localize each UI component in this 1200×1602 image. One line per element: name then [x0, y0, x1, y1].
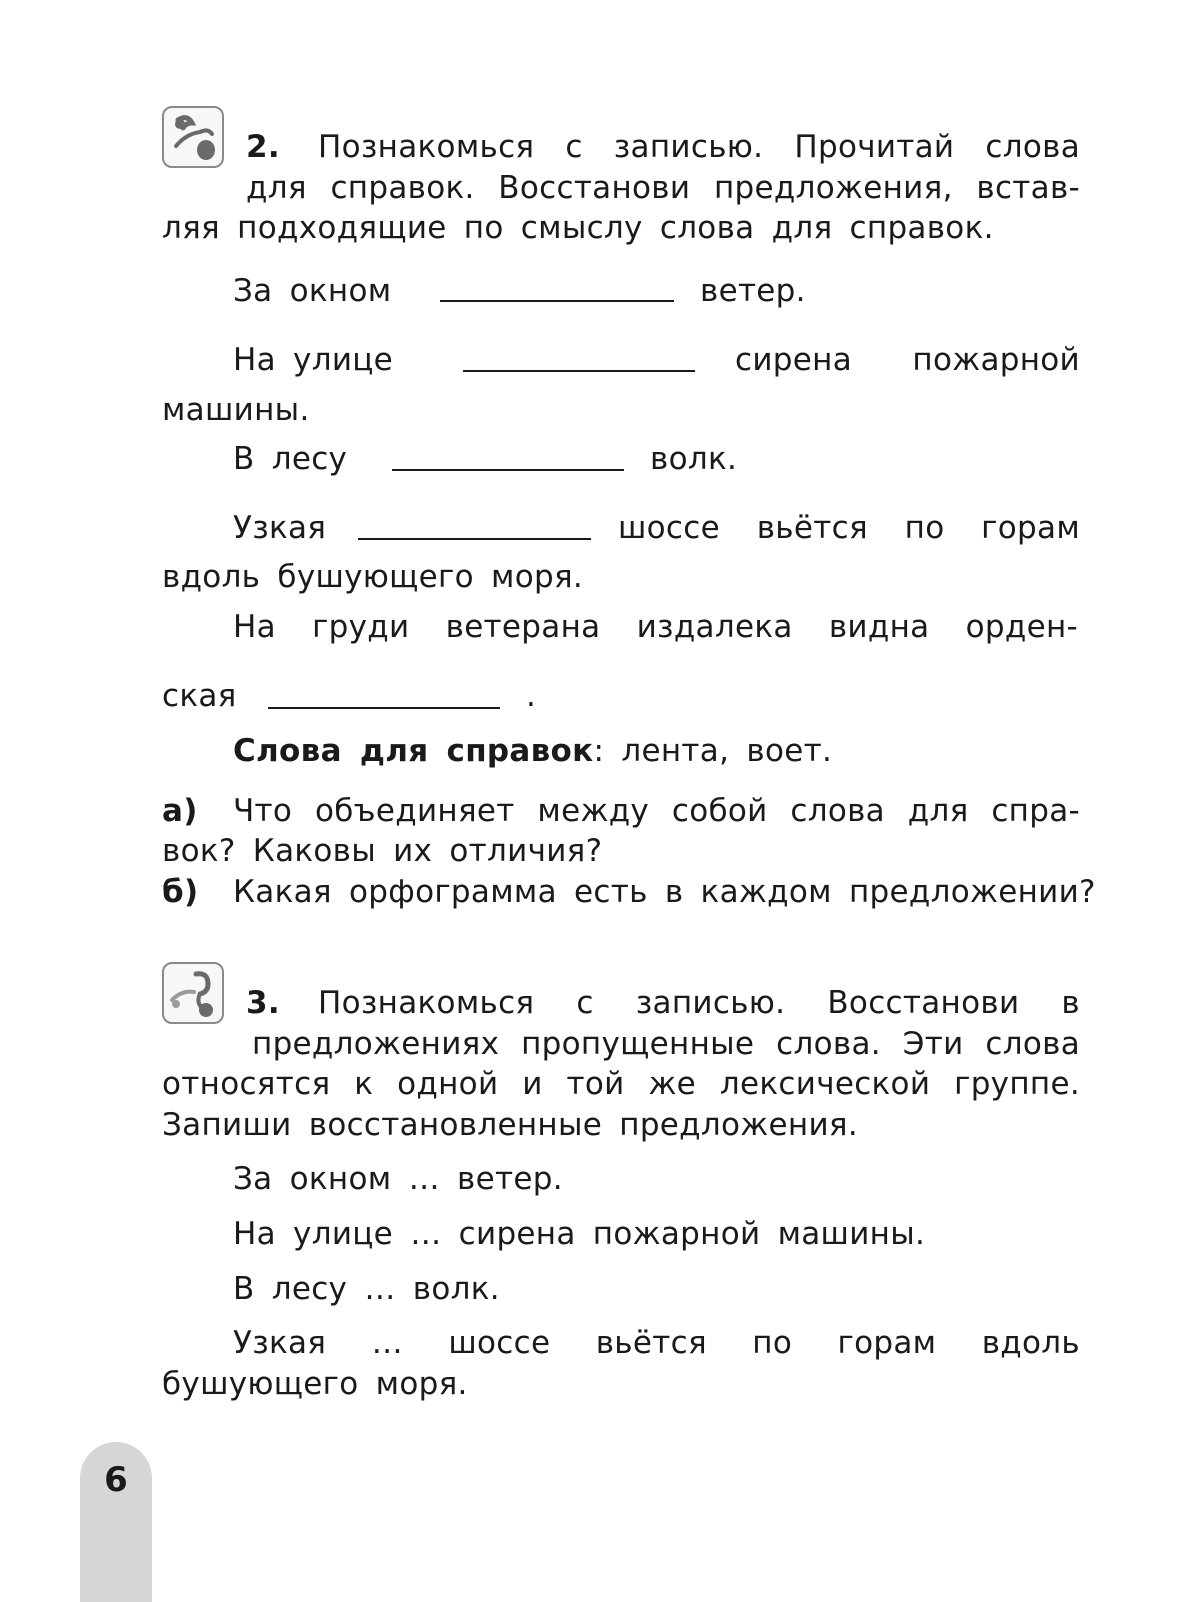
task-2-number: 2. — [246, 129, 280, 165]
sentence-5-blank[interactable] — [268, 707, 500, 709]
reference-label: Слова для справок — [233, 733, 594, 769]
sentence-1-end: ветер. — [700, 273, 806, 309]
task-2-intro-line-3: ляя подходящие по смыслу слова для справок. — [162, 210, 994, 246]
sentence-1-start: За окном — [233, 273, 392, 309]
reference-words — [233, 731, 832, 771]
sentence-5-end: . — [526, 678, 537, 714]
task-3-intro-line-3: относятся к одной и той же лексической группе. — [162, 1066, 1080, 1102]
task-3-number: 3. — [246, 985, 280, 1021]
sentence-4-continuation: вдоль бушующего моря. — [162, 559, 584, 595]
task-3-intro-line-1: Познакомься с записью. Восстанови в — [318, 985, 1080, 1021]
pen-write-icon — [162, 106, 224, 168]
sentence-4-blank[interactable] — [358, 538, 591, 540]
sentence-3-end: волк. — [650, 441, 738, 477]
task-3-sentence-3: В лесу … волк. — [233, 1271, 500, 1307]
question-a-line-1: Что объединяет между собой слова для спра- — [233, 793, 1080, 829]
task-3-sentence-1: За окном … ветер. — [233, 1161, 563, 1197]
sentence-4-start: Узкая — [233, 510, 327, 546]
task-2-intro-line-1: Познакомься с записью. Прочитай слова — [318, 129, 1080, 165]
listen-write-icon — [162, 962, 224, 1024]
sentence-2-blank[interactable] — [463, 370, 695, 372]
task-2-intro-line-2: для справок. Восстанови предложения, встав- — [246, 170, 1080, 206]
task-3-sentence-4-line-1: Узкая … шоссе вьётся по горам вдоль — [233, 1325, 1080, 1361]
question-a-line-2: вок? Каковы их отличия? — [162, 833, 603, 869]
question-b-marker: б) — [162, 874, 199, 910]
question-b-line-1: Какая орфограмма есть в каждом предложении? — [233, 874, 1096, 910]
task-3-intro-line-4: Запиши восстановленные предложения. — [162, 1107, 859, 1143]
sentence-3-blank[interactable] — [392, 469, 624, 471]
task-3-intro-line-2: предложениях пропущенные слова. Эти слова — [252, 1026, 1080, 1062]
sentence-3-start: В лесу — [233, 441, 348, 477]
sentence-2-continuation: машины. — [162, 392, 310, 428]
sentence-2-start: На улице — [233, 342, 394, 378]
task-3-sentence-4-line-2: бушующего моря. — [162, 1366, 468, 1402]
sentence-4-end: шоссе вьётся по горам — [618, 510, 1080, 546]
page-number: 6 — [104, 1460, 128, 1500]
sentence-1-blank[interactable] — [440, 300, 674, 302]
sentence-2-end: сирена пожарной — [735, 342, 1080, 378]
sentence-5-start: ская — [162, 678, 237, 714]
reference-list: : лента, воет. — [593, 733, 833, 769]
question-a-marker: а) — [162, 793, 198, 829]
task-3-sentence-2: На улице … сирена пожарной машины. — [233, 1216, 926, 1252]
sentence-5-lead: На груди ветерана издалека видна орден- — [233, 609, 1078, 645]
